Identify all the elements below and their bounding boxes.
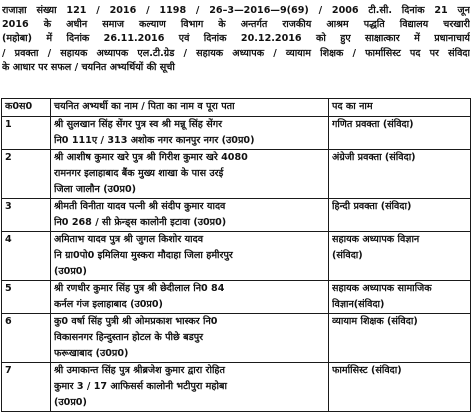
candidate-line: कुमार 3 / 17 आफिसर्स कालोनी भटीपुरा महोबा bbox=[54, 381, 227, 392]
serial-number: 6 bbox=[2, 314, 51, 363]
candidate-line: श्री आशीष कुमार खरे पुत्र श्री गिरीश कुमार खरे 4080 bbox=[54, 152, 248, 163]
post-line: व्यायाम शिक्षक (संविदा) bbox=[332, 316, 418, 327]
post-name bbox=[329, 150, 471, 199]
post-line: (संविदा) bbox=[332, 250, 363, 261]
candidate-details bbox=[51, 117, 329, 150]
serial-number: 5 bbox=[2, 281, 51, 314]
candidate-details bbox=[51, 314, 329, 363]
candidate-line: श्री उमाकान्त सिंह पुत्र श्रीब्रजेश कुमार द्वारा रोहित bbox=[54, 365, 225, 376]
post-name bbox=[329, 281, 471, 314]
table-row bbox=[2, 232, 471, 281]
header-serial-number: क0स0 bbox=[2, 99, 51, 117]
post-line: विज्ञान(संविदा) bbox=[332, 299, 385, 310]
table-row bbox=[2, 281, 471, 314]
candidate-details bbox=[51, 150, 329, 199]
candidate-line: श्रीमती विनीता यादव पत्नी श्री संदीप कुमार यादव bbox=[54, 201, 226, 212]
candidate-line: नि ग्रा0पो0 इमिलिया मुस्करा मौदाहा जिला हमीरपुर bbox=[54, 250, 233, 261]
post-name bbox=[329, 363, 471, 412]
candidate-line: अमिताभ यादव पुत्र श्री जुगल किशोर यादव bbox=[54, 234, 204, 245]
post-line: फार्मासिस्ट (संविदा) bbox=[332, 365, 402, 376]
table-header-row bbox=[2, 99, 471, 117]
candidate-details bbox=[51, 199, 329, 232]
candidate-line: कु0 वर्षा सिंह पुत्री श्री ओमप्रकाश भास्कर नि0 bbox=[54, 316, 218, 327]
intro-line: (महोबा) में दिनांक 26.11.2016 एवं दिनांक 20.12.2016 को हुए साक्षात्कार में प्रधानाचार्य bbox=[2, 33, 470, 45]
candidate-details bbox=[51, 232, 329, 281]
serial-number: 3 bbox=[2, 199, 51, 232]
header-candidate-name-address: चयनित अभ्यर्थी का नाम / पिता का नाम व पूरा पता bbox=[51, 99, 329, 117]
candidate-line: (उ0प्र0) bbox=[54, 266, 87, 277]
post-name bbox=[329, 117, 471, 150]
post-name bbox=[329, 314, 471, 363]
candidate-line: श्री सुलखान सिंह सेंगर पुत्र स्व श्री मन्नू सिंह सेंगर bbox=[54, 119, 223, 130]
header-post-name: पद का नाम bbox=[329, 99, 471, 117]
post-line: अंग्रेजी प्रवक्ता (संविदा) bbox=[332, 152, 416, 163]
table-row bbox=[2, 363, 471, 412]
post-line: सहायक अध्यापक विज्ञान bbox=[332, 234, 420, 245]
table-row bbox=[2, 199, 471, 232]
intro-line: 2016 के अधीन समाज कल्याण विभाग के अन्तर्गत राजकीय आश्रम पद्धति विद्यालय चरखारी bbox=[2, 19, 470, 31]
selected-candidates-table bbox=[1, 98, 471, 412]
intro-line: / प्रवक्ता / सहायक अध्यापक एल.टी.ग्रेड / सहायक अध्यापक / व्यायाम शिक्षक / फार्मासिस्ट पद पर संविदा bbox=[2, 47, 470, 59]
notice-intro-paragraph bbox=[2, 4, 470, 75]
candidate-line: रामनगर इलाहाबाद बैंक मुख्य शाखा के पास उरई bbox=[54, 168, 224, 179]
serial-number: 2 bbox=[2, 150, 51, 199]
post-line: गणित प्रवक्ता (संविदा) bbox=[332, 119, 414, 130]
candidate-line: (उ0प्र0) bbox=[54, 397, 87, 408]
candidate-line: नि0 268 / सी फ्रेन्ड्स कालोनी इटावा (उ0प्र0) bbox=[54, 217, 227, 228]
candidate-line: श्री रणधीर कुमार सिंह पुत्र श्री छेदीलाल नि0 84 bbox=[54, 283, 225, 294]
candidate-details bbox=[51, 281, 329, 314]
post-line: हिन्दी प्रवक्ता (संविदा) bbox=[332, 201, 412, 212]
serial-number: 4 bbox=[2, 232, 51, 281]
table-row bbox=[2, 314, 471, 363]
post-name bbox=[329, 199, 471, 232]
post-line: सहायक अध्यापक सामाजिक bbox=[332, 283, 432, 294]
candidate-line: जिला जालौन (उ0प्र0) bbox=[54, 184, 137, 195]
intro-line: राजाज्ञा संख्या 121 / 2016 / 1198 / 26–3—2016—9(69) / 2006 टी.सी. दिनांक 21 जून bbox=[2, 5, 470, 16]
candidate-line: विकासनगर हिन्दुस्तान होटल के पीछे बडपुर bbox=[54, 332, 204, 343]
serial-number: 1 bbox=[2, 117, 51, 150]
serial-number: 7 bbox=[2, 363, 51, 412]
candidate-line: फरूखाबाद (उ0प्र0) bbox=[54, 348, 129, 359]
table-row bbox=[2, 117, 471, 150]
candidate-line: कर्नल गंज इलाहाबाद (उ0प्र0) bbox=[54, 299, 163, 310]
table-row bbox=[2, 150, 471, 199]
intro-line: के आधार पर सफल / चयनित अभ्यर्थियों की सूची bbox=[2, 61, 175, 73]
post-name bbox=[329, 232, 471, 281]
candidate-line: नि0 111ए / 313 अशोक नगर कानपुर नगर (उ0प्र0) bbox=[54, 135, 255, 146]
candidate-details bbox=[51, 363, 329, 412]
